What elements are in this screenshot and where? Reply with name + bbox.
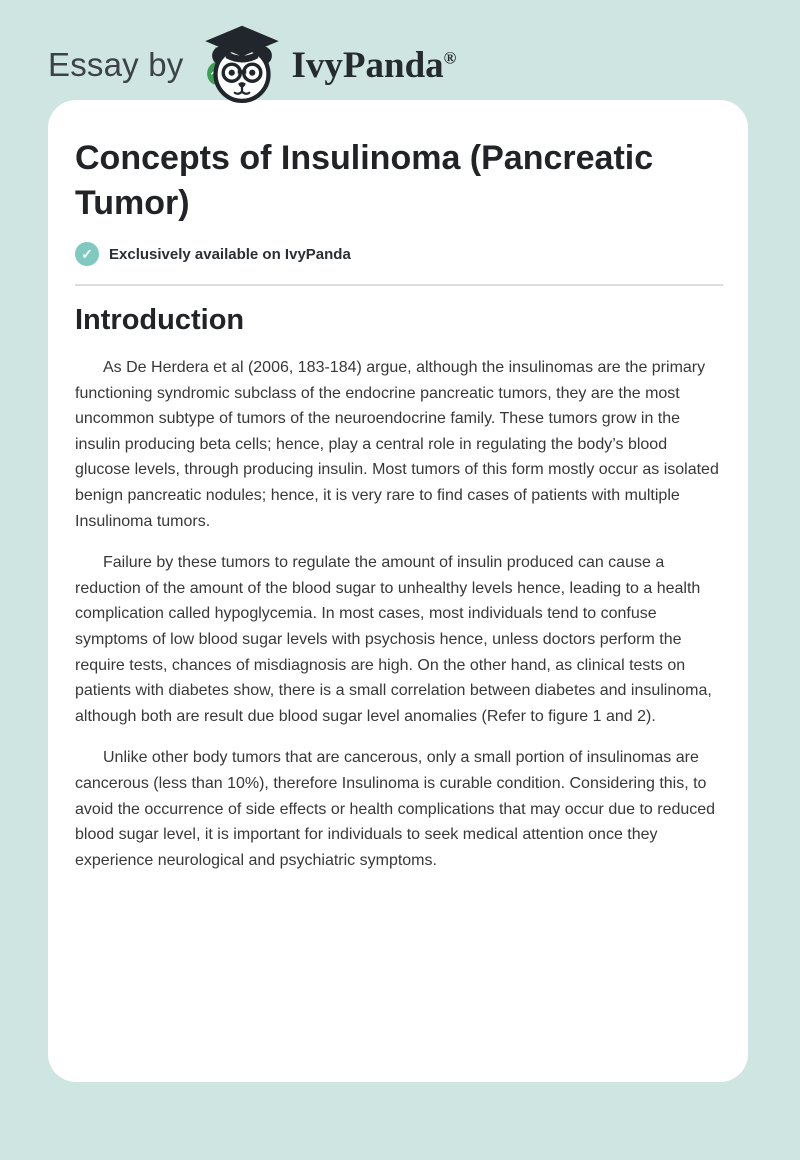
paragraph-1: As De Herdera et al (2006, 183-184) argue, although the insulinomas are the primary functioning syndromic subclass of the endocrine pancreatic tumors, they are the most uncommon subtype of tumors of the neuroendocrine family. These tumors grow in the insulin producing beta cells; hence, play a central role in regulating the body’s blood glucose levels, through producing insulin. Most tumors of this form mostly occur as isolated benign pancreatic nodules; hence, it is very rare to find cases of patients with multiple Insulinoma tumors. [75,359,719,530]
brand-name [291,44,457,86]
checkmark-icon: ✓ [75,242,99,266]
registered-mark: ® [443,48,457,68]
essay-by-label: Essay by [48,46,184,83]
page-header [0,0,800,100]
brand-text: IvyPanda [291,44,444,86]
exclusive-badge [75,242,723,266]
ivypanda-logo-link[interactable] [198,24,457,106]
introduction-heading: Introduction [75,304,245,336]
essay-body [75,355,723,873]
paragraph-3: Unlike other body tumors that are cancerous, only a small portion of insulinomas are cancerous (less than 10%), therefore Insulinoma is curable condition. Considering this, to avoid the occurrence of side effects or health complications that may occur due to reduced blood sugar level, it is important for individuals to seek medical attention once they experience neurological and psychiatric symptoms. [75,749,716,869]
ivypanda-panda-icon [198,24,286,106]
paragraph-2: Failure by these tumors to regulate the amount of insulin produced can cause a reduction of the amount of the blood sugar to unhealthy levels hence, leading to a health complication called hypoglycemia. In most cases, most individuals tend to confuse symptoms of low blood sugar levels with psychosis hence, unless doctors perform the require tests, chances of misdiagnosis are high. On the other hand, as clinical tests on patients with diabetes show, there is a small correlation between diabetes and insulinoma, although both are result due blood sugar level anomalies (Refer to figure 1 and 2). [75,554,712,725]
divider [75,284,723,286]
exclusive-label: Exclusively available on IvyPanda [109,245,351,263]
essay-title: Concepts of Insulinoma (Pancreatic Tumor) [75,139,654,222]
essay-card [48,100,748,1082]
